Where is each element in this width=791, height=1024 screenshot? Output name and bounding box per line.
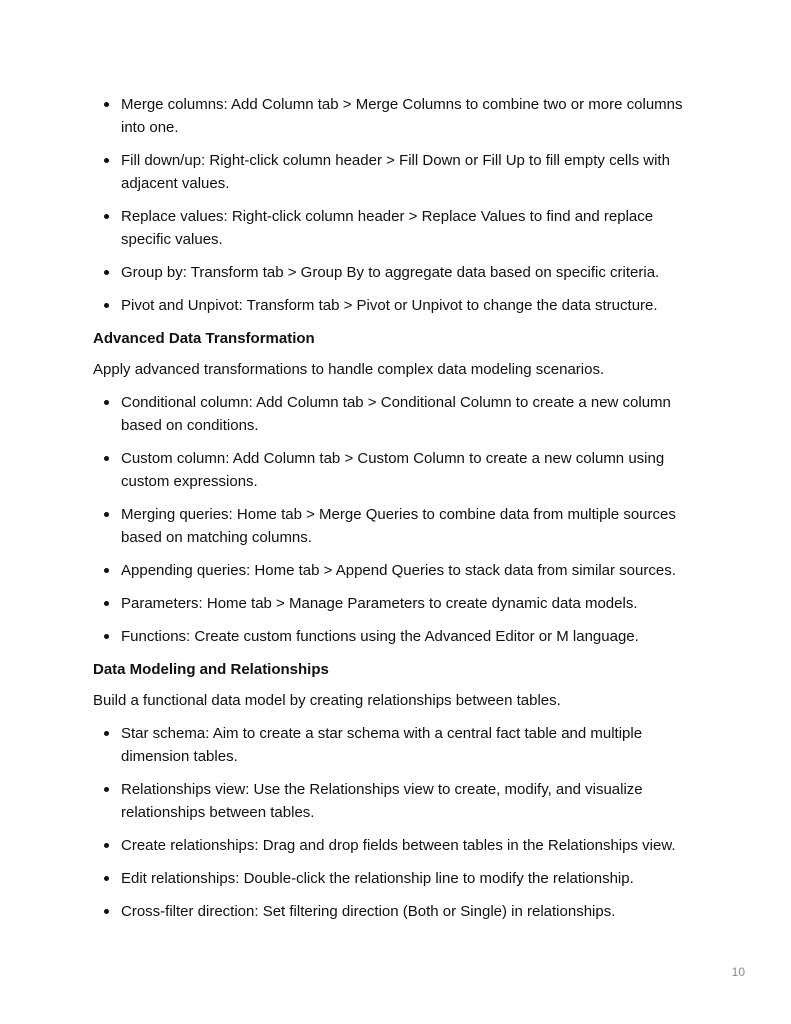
list-item: Pivot and Unpivot: Transform tab > Pivot or Unpivot to change the data structure. bbox=[93, 294, 705, 317]
section-heading-data-modeling: Data Modeling and Relationships bbox=[93, 661, 329, 678]
list-item: Group by: Transform tab > Group By to aggregate data based on specific criteria. bbox=[93, 261, 705, 284]
list-item: Star schema: Aim to create a star schema with a central fact table and multiple dimension tables. bbox=[93, 722, 705, 768]
list-item: Relationships view: Use the Relationships view to create, modify, and visualize relationships between tables. bbox=[93, 778, 705, 824]
list-item: Functions: Create custom functions using the Advanced Editor or M language. bbox=[93, 625, 705, 648]
bullet-list-transformations bbox=[93, 93, 705, 317]
section-intro-data-modeling: Build a functional data model by creating relationships between tables. bbox=[93, 692, 561, 709]
bullet-list-data-modeling bbox=[93, 722, 705, 923]
list-item: Fill down/up: Right-click column header > Fill Down or Fill Up to fill empty cells with adjacent values. bbox=[93, 149, 705, 195]
list-item: Parameters: Home tab > Manage Parameters to create dynamic data models. bbox=[93, 592, 705, 615]
list-item: Replace values: Right-click column header > Replace Values to find and replace specific values. bbox=[93, 205, 705, 251]
page-number: 10 bbox=[731, 965, 745, 979]
list-item: Custom column: Add Column tab > Custom Column to create a new column using custom expressions. bbox=[93, 447, 705, 493]
list-item: Conditional column: Add Column tab > Conditional Column to create a new column based on conditions. bbox=[93, 391, 705, 437]
section-intro-advanced-transformation: Apply advanced transformations to handle complex data modeling scenarios. bbox=[93, 361, 605, 378]
list-item: Appending queries: Home tab > Append Queries to stack data from similar sources. bbox=[93, 559, 705, 582]
list-item: Merging queries: Home tab > Merge Queries to combine data from multiple sources based on matching columns. bbox=[93, 503, 705, 549]
list-item: Edit relationships: Double-click the relationship line to modify the relationship. bbox=[93, 867, 705, 890]
list-item: Create relationships: Drag and drop fields between tables in the Relationships view. bbox=[93, 834, 705, 857]
list-item: Cross-filter direction: Set filtering direction (Both or Single) in relationships. bbox=[93, 900, 705, 923]
list-item: Merge columns: Add Column tab > Merge Columns to combine two or more columns into one. bbox=[93, 93, 705, 139]
section-heading-advanced-transformation: Advanced Data Transformation bbox=[93, 330, 315, 347]
page-content bbox=[93, 93, 705, 933]
bullet-list-advanced-transformation bbox=[93, 391, 705, 648]
